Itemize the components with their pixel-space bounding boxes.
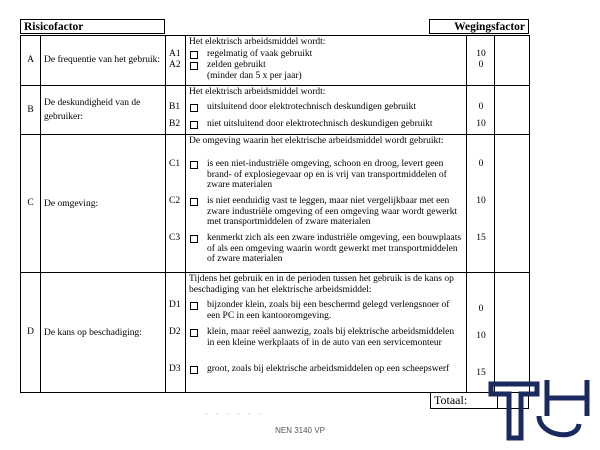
checkbox-icon[interactable] [190, 235, 198, 243]
weight-value: 15 [476, 368, 486, 378]
item-code: A1 [169, 49, 181, 59]
header-risicofactor: Risicofactor [20, 19, 165, 34]
total-label: Totaal: [430, 392, 498, 409]
weight-value: 0 [478, 304, 484, 314]
row-intro-c: De omgeving waarin het elektrische arbeidsmiddel wordt gebruikt: [189, 136, 444, 146]
row-name-a: De frequentie van het gebruik: [41, 36, 166, 86]
weight-value: 15 [476, 233, 486, 243]
item-code: C2 [169, 196, 181, 206]
checkbox-icon[interactable] [190, 104, 198, 112]
row-letter-d: D [21, 273, 41, 393]
table-row-d: D De kans op beschadiging: D1 D2 D3 Tijdens het gebruik en in de perioden tussen het gebruik is de kans op beschadiging van het elektrische arbeidsmiddel: bijzonder klein, zoals bij een beschermd gelegd verlengsnoer of een PC in een kantooromgeving. klein, maar reëel aanwezig, zoals bij elektrische arbeidsmiddelen in een kleine werkplaats of in de auto van een servicemonteur groot, zoals bij elektrische arbeidsmiddelen op een scheepswerf 0 10 15 [21, 273, 530, 393]
row-letter-a: A [21, 36, 41, 86]
row-name-c: De omgeving: [41, 135, 166, 273]
score-cell[interactable] [495, 36, 530, 86]
table-row-c: C De omgeving: C1 C2 C3 De omgeving waarin het elektrische arbeidsmiddel wordt gebruikt: is een niet-industriële omgeving, schoon en droog, levert geen brand- of explosiegevaar op en is vrij van transportmiddelen of zware materialen is niet eenduidig vast te leggen, maar niet vergelijkbaar met een zware industriële omgeving of een omgeving waar wordt gewerkt met transportmiddelen of zware materialen kenmerkt zich als een zware industriële omgeving, een bouwplaats of als een omgeving waarin wordt gewerkt met transportmiddelen of zware materialen 0 10 15 [21, 135, 530, 273]
item-code: D2 [169, 327, 181, 337]
tsh-logo-icon [487, 376, 599, 446]
header-wegingsfactor: Wegingsfactor [429, 19, 529, 34]
item-code: D1 [169, 300, 181, 310]
weight-value: 0 [478, 60, 484, 70]
item-code: C3 [169, 233, 181, 243]
checkbox-icon[interactable] [190, 62, 198, 70]
checkbox-icon[interactable] [190, 302, 198, 310]
checkbox-icon[interactable] [190, 366, 198, 374]
row-name-b: De deskundigheid van de gebruiker: [41, 86, 166, 135]
item-code: A2 [169, 60, 181, 70]
table-row-b: B De deskundigheid van de gebruiker: B1 B2 Het elektrisch arbeidsmiddel wordt: uitsluitend door elektrotechnisch deskundigen gebruikt niet uitsluitend door elektrotechnisch deskundigen gebruikt 0 10 [21, 86, 530, 135]
weight-value: 10 [476, 331, 486, 341]
item-code: D3 [169, 364, 181, 374]
score-cell[interactable] [495, 273, 530, 393]
checkbox-icon[interactable] [190, 51, 198, 59]
score-cell[interactable] [495, 86, 530, 135]
table-row-a: A De frequentie van het gebruik: A1 A2 Het elektrisch arbeidsmiddel wordt: regelmatig of vaak gebruikt zelden gebruikt (minder dan 5 x per jaar) 10 0 [21, 36, 530, 86]
item-code: B1 [169, 102, 181, 112]
score-cell[interactable] [495, 135, 530, 273]
row-intro-b: Het elektrisch arbeidsmiddel wordt: [189, 87, 326, 97]
row-letter-c: C [21, 135, 41, 273]
footer-label: NEN 3140 VP [275, 426, 325, 435]
row-name-d: De kans op beschadiging: [41, 273, 166, 393]
weight-value: 10 [476, 49, 486, 59]
checkbox-icon[interactable] [190, 198, 198, 206]
faint-scan-text: · · · · · · [205, 410, 264, 419]
weight-value: 0 [478, 159, 484, 169]
checkbox-icon[interactable] [190, 121, 198, 129]
item-code: B2 [169, 119, 181, 129]
item-code: C1 [169, 159, 181, 169]
weight-value: 10 [476, 196, 486, 206]
weight-value: 10 [476, 119, 486, 129]
risk-factor-table [20, 35, 530, 393]
weight-value: 0 [478, 102, 484, 112]
row-letter-b: B [21, 86, 41, 135]
checkbox-icon[interactable] [190, 329, 198, 337]
row-intro-d: Tijdens het gebruik en in de perioden tussen het gebruik is de kans op beschadiging van het elektrische arbeidsmiddel: [189, 274, 454, 295]
row-intro-a: Het elektrisch arbeidsmiddel wordt: [189, 37, 326, 47]
checkbox-icon[interactable] [190, 161, 198, 169]
